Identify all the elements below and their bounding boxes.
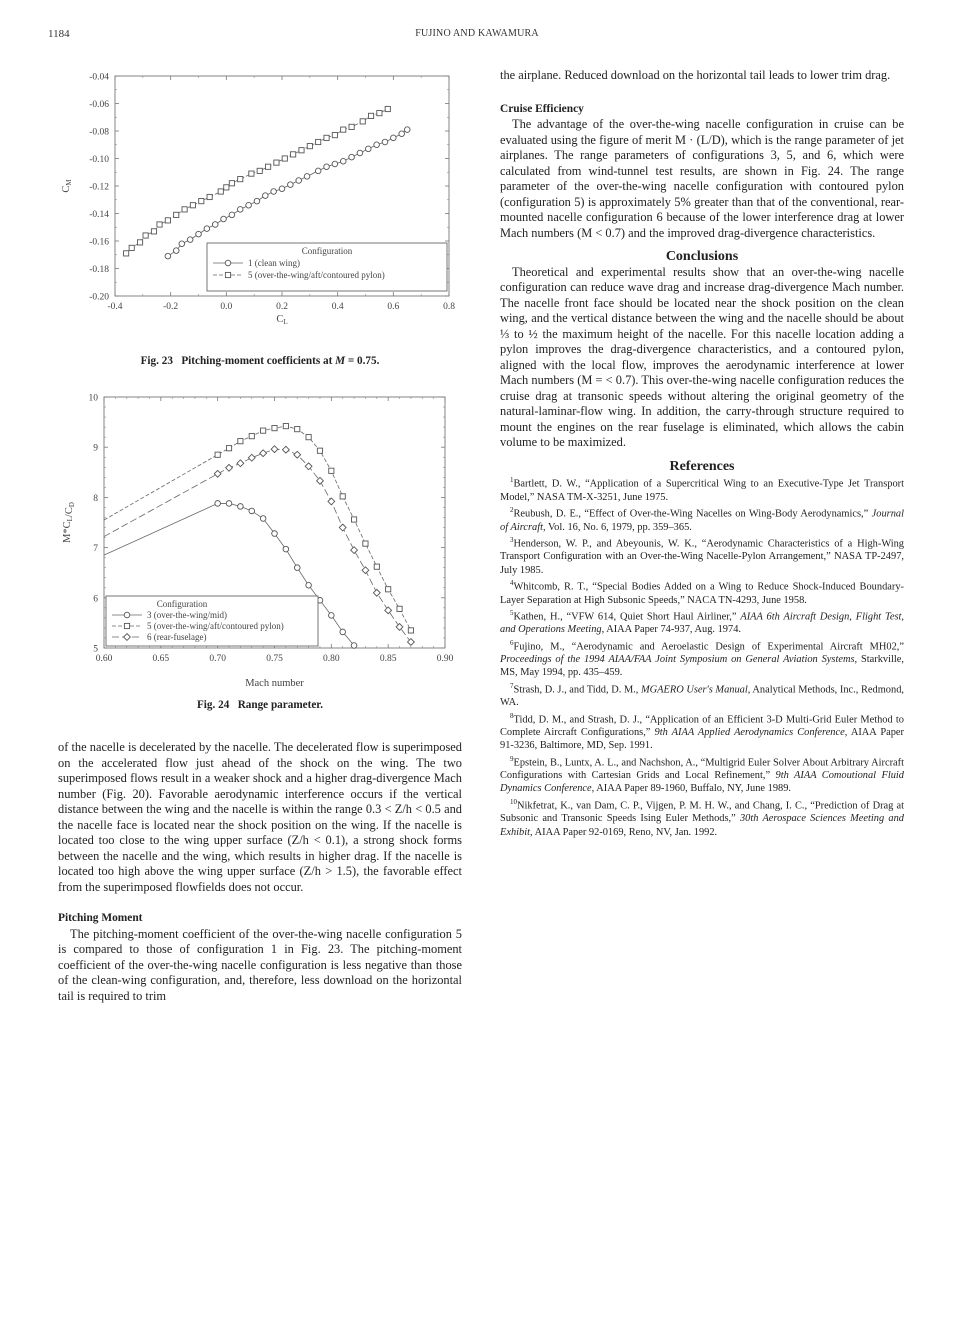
- y-tick-label: -0.18: [89, 265, 109, 275]
- body-paragraph: The advantage of the over-the-wing nacelle configuration in cruise can be evaluated using the figure of merit M · (L/D), which is the range parameter of jet airplanes. The range parameters of configurations 3, 5, and 6, which were calculated from wind-tunnel test results, are shown in Fig. 24. The range parameter of the over-the-wing nacelle configuration with contoured pylon (configuration 5) is approximately 5% greater than that of the conventional, rear-mounted nacelle configuration 6 because of the lower interference drag at lower Mach numbers (M < 0.7) and the improved drag-divergence characteristics.: [500, 117, 904, 240]
- x-tick-label: 0.75: [266, 654, 283, 664]
- diamond-marker-icon: [237, 460, 244, 467]
- references-list: [500, 474, 904, 839]
- figure-24-caption: [50, 699, 470, 711]
- figure-24-plot: [0, 0, 480, 720]
- square-marker-icon: [351, 517, 356, 522]
- x-tick-label: 0.70: [209, 654, 226, 664]
- circle-marker-icon: [238, 504, 244, 510]
- diamond-marker-icon: [305, 463, 312, 470]
- y-tick-label: 7: [93, 544, 98, 555]
- diamond-marker-icon: [226, 464, 233, 471]
- figure-23-caption-math: M: [335, 355, 346, 367]
- section-heading-references: References: [669, 458, 735, 474]
- square-marker-icon: [226, 446, 231, 451]
- y-tick-label: 5: [93, 644, 98, 655]
- figure-24-label: Fig. 24: [196, 699, 230, 711]
- reference-venue: Journal of Aircraft: [500, 508, 904, 533]
- x-tick-label: 0.85: [379, 654, 397, 664]
- x-tick-label: -0.4: [107, 302, 123, 312]
- left-column-text: [58, 740, 462, 1004]
- y-tick-label: -0.14: [89, 210, 109, 220]
- diamond-marker-icon: [339, 524, 346, 531]
- square-marker-icon: [363, 541, 368, 546]
- square-marker-icon: [124, 623, 129, 628]
- diamond-marker-icon: [248, 454, 255, 461]
- circle-marker-icon: [272, 531, 278, 537]
- circle-marker-icon: [124, 612, 130, 618]
- reference-number: 9: [510, 754, 514, 763]
- reference-venue: 9th AIAA Comoutional Fluid Dynamics Conference: [500, 770, 904, 795]
- y-tick-label: -0.16: [89, 237, 109, 248]
- reference-number: 5: [510, 608, 514, 617]
- body-paragraph: Theoretical and experimental results show that an over-the-wing nacelle configuration can reduce wave drag and increase drag-divergence Mach number. The nacelle front face should be located near the shock position on the clean wing, and the vertical distance between the wing and the nacelle should be about ⅓ to ½ the maximum height of the nacelle. For this nacelle location adding a pylon improves the drag-divergence characteristics, and a contoured pylon, aligned with the local flow, improves the aerodynamic interference at lower Mach numbers (M = < 0.7). This over-the-wing nacelle configuration reduces the cruise drag at transonic speeds without altering the original geometry of the natural-laminar-flow wing. In addition, the carry-through structure required to mount the engines on the rear fuselage is eliminated, which allows the cabin volume to be maximized.: [500, 264, 904, 449]
- diamond-marker-icon: [351, 547, 358, 554]
- legend-entry: 5 (over-the-wing/aft/contoured pylon): [248, 270, 385, 280]
- y-tick-label: -0.20: [89, 292, 109, 303]
- body-paragraph: the airplane. Reduced download on the horizontal tail leads to lower trim drag.: [500, 68, 891, 82]
- diamond-marker-icon: [271, 446, 278, 453]
- circle-marker-icon: [226, 501, 232, 507]
- square-marker-icon: [215, 452, 220, 457]
- legend-entry: 3 (over-the-wing/mid): [147, 610, 228, 620]
- square-marker-icon: [340, 494, 345, 499]
- running-title: FUJINO AND KAWAMURA: [415, 28, 539, 39]
- reference-number: 8: [510, 711, 514, 720]
- circle-marker-icon: [215, 501, 221, 507]
- reference-item: $^9$Epstein, B., Luntx, A. L., and Nachshon, A., “Multigrid Euler Solver About Arbitrary Aircraft Configurations with Cartesian Grids and Local Refinement,” 9th AIAA Comoutional Fluid Dynamics Conference, AIAA Paper 89-1960, Buffalo, NY, June 1989.: [500, 754, 904, 795]
- legend-entry: 6 (rear-fuselage): [147, 632, 207, 642]
- reference-item: $^4$Whitcomb, R. T., “Special Bodies Added on a Wing to Reduce Shock-Induced Boundary-Layer Separation at High Subsonic Speeds,” NACA TN-4293, June 1958.: [500, 578, 904, 606]
- x-tick-label: 0.2: [276, 302, 288, 312]
- y-tick-label: 6: [93, 594, 98, 605]
- circle-marker-icon: [306, 582, 312, 588]
- reference-venue: 9th AIAA Applied Aerodynamics Conference: [654, 727, 845, 739]
- x-tick-label: 0.65: [152, 654, 170, 664]
- diamond-marker-icon: [328, 498, 335, 505]
- square-marker-icon: [408, 628, 413, 633]
- diamond-marker-icon: [260, 450, 267, 457]
- section-heading-pitching-moment: Pitching Moment: [58, 912, 143, 924]
- diamond-marker-icon: [373, 589, 380, 596]
- reference-number: 10: [510, 797, 517, 806]
- reference-item: $^5$Kathen, H., “VFW 614, Quiet Short Haul Airliner,” AIAA 6th Aircraft Design, Flight Test, and Operations Meeting, AIAA Paper 74-937, Aug. 1974.: [500, 608, 904, 636]
- reference-venue: AIAA 6th Aircraft Design, Flight Test, and Operations Meeting: [500, 611, 904, 636]
- diamond-marker-icon: [408, 639, 415, 646]
- y-tick-label: 10: [88, 393, 98, 404]
- circle-marker-icon: [329, 613, 335, 619]
- square-marker-icon: [386, 587, 391, 592]
- legend-entry: 1 (clean wing): [248, 258, 300, 268]
- x-tick-label: 0.60: [95, 654, 113, 664]
- x-axis-label: CL: [276, 314, 288, 326]
- diamond-marker-icon: [396, 624, 403, 631]
- diamond-marker-icon: [317, 477, 324, 484]
- reference-item: $^7$Strash, D. J., and Tidd, D. M., MGAERO User's Manual, Analytical Methods, Inc., Redmond, WA.: [500, 681, 904, 709]
- legend-title: Configuration: [156, 599, 208, 609]
- y-tick-label: 8: [93, 493, 98, 504]
- square-marker-icon: [249, 434, 254, 439]
- reference-number: 6: [510, 638, 514, 647]
- diamond-marker-icon: [362, 567, 369, 574]
- figure-23-label: Fig. 23: [140, 355, 173, 367]
- reference-number: 7: [510, 681, 514, 690]
- circle-marker-icon: [249, 508, 255, 514]
- y-tick-label: -0.10: [89, 155, 109, 165]
- reference-venue: 30th Aerospace Sciences Meeting and Exhibit: [500, 813, 904, 838]
- y-axis-label: CM: [61, 179, 73, 193]
- page-number: 1184: [48, 28, 70, 40]
- reference-item: $^6$Fujino, M., “Aerodynamic and Aeroelastic Design of Experimental Aircraft MH02,” Proceedings of the 1994 AIAA/FAA Joint Symposium on General Aviation Systems, Starkville, MS, May 1994, pp. 435–459.: [500, 638, 904, 679]
- circle-marker-icon: [340, 629, 346, 635]
- diamond-marker-icon: [214, 470, 221, 477]
- reference-number: 2: [510, 505, 514, 514]
- x-tick-label: 0.8: [443, 302, 455, 312]
- reference-item: $^1$Bartlett, D. W., “Application of a Supercritical Wing to an Executive-Type Jet Transport Model,” NASA TM-X-3251, June 1975.: [500, 476, 904, 503]
- reference-venue: MGAERO User's Manual: [641, 684, 748, 696]
- figure-24-range-parameter-chart: [0, 0, 480, 720]
- reference-item: $^8$Tidd, D. M., and Strash, D. J., “Application of an Efficient 3-D Multi-Grid Euler Method to Complete Aircraft Configurations,” 9th AIAA Applied Aerodynamics Conference, AIAA Paper 91-3236, Baltimore, MD, Sep. 1991.: [500, 711, 904, 752]
- right-column-text: [500, 68, 904, 839]
- circle-marker-icon: [351, 643, 357, 649]
- section-heading-cruise-efficiency: Cruise Efficiency: [500, 102, 584, 115]
- square-marker-icon: [295, 427, 300, 432]
- y-tick-label: -0.12: [89, 182, 109, 193]
- figure-23-caption-text: Pitching-moment coefficients at: [181, 355, 336, 367]
- circle-marker-icon: [283, 546, 289, 552]
- square-marker-icon: [306, 435, 311, 440]
- x-tick-label: 0.80: [323, 654, 340, 664]
- square-marker-icon: [261, 428, 266, 433]
- circle-marker-icon: [260, 516, 266, 522]
- reference-venue: Proceedings of the 1994 AIAA/FAA Joint Symposium on General Aviation Systems: [500, 654, 855, 666]
- square-marker-icon: [272, 426, 277, 431]
- x-tick-label: -0.2: [163, 302, 179, 312]
- diamond-marker-icon: [282, 446, 289, 453]
- y-axis-label: M*CL/CD: [62, 502, 76, 543]
- legend-title: Configuration: [301, 246, 353, 256]
- figure-23-caption-tail: = 0.75.: [345, 355, 380, 367]
- reference-number: 3: [510, 535, 514, 544]
- square-marker-icon: [317, 448, 322, 453]
- reference-number: 1: [510, 476, 514, 484]
- reference-number: 4: [510, 578, 514, 587]
- diamond-marker-icon: [385, 607, 392, 614]
- y-tick-label: -0.08: [89, 127, 109, 138]
- reference-item: $^3$Henderson, W. P., and Abeyounis, W. K., “Aerodynamic Characteristics of a High-Wing Transport Configuration with an Over-the-Wing Nacelle-Pylon Arrangement,” NASA TP-2497, July 1985.: [500, 535, 904, 576]
- square-marker-icon: [374, 564, 379, 569]
- x-tick-label: 0.90: [436, 654, 454, 664]
- body-paragraph: of the nacelle is decelerated by the nacelle. The decelerated flow is superimposed on the accelerated flow just ahead of the shock on the wing. The two superimposed flows result in a weaker shock and a higher drag-divergence Mach number (Fig. 20). Favorable aerodynamic interference occurs if the vertical distance between the wing and the nacelle is within the range 0.3 < Z/h < 0.5 and the nacelle face is located near the shock position on the wing. If the nacelle is located too close to the wing upper surface (Z/h < 0.1), a strong shock forms between the nacelle and the wing, which results in higher drag. If the nacelle is located too high above the wing upper surface (Z/h > 1.5), the favorable effect from the superimposed flowfields does not occur.: [58, 740, 462, 894]
- diamond-marker-icon: [294, 451, 301, 458]
- x-tick-label: 0.0: [220, 302, 233, 312]
- y-tick-label: 9: [93, 443, 98, 454]
- figure-24-caption-text: Range parameter.: [237, 699, 324, 711]
- y-tick-label: -0.06: [89, 100, 109, 110]
- body-paragraph: The pitching-moment coefficient of the over-the-wing nacelle configuration 5 is compared to those of configuration 1 in Fig. 23. The pitching-moment coefficient of the over-the-wing nacelle configuration is less negative than those of the clean-wing configuration, and, therefore, less download on the horizontal tail is required to trim: [58, 926, 462, 1003]
- x-axis-label: Mach number: [245, 678, 304, 689]
- legend-entry: 5 (over-the-wing/aft/contoured pylon): [147, 621, 284, 631]
- section-heading-conclusions: Conclusions: [665, 249, 739, 264]
- y-tick-label: -0.04: [89, 72, 109, 83]
- reference-item: $^{10}$Nikfetrat, K., van Dam, C. P., Vijgen, P. M. H. W., and Chang, I. C., “Prediction of Drag at Subsonic and Transonic Speeds Ising Euler Methods,” 30th Aerospace Sciences Meeting and Exhibit, AIAA Paper 92-0169, Reno, NV, Jan. 1992.: [500, 797, 904, 838]
- square-marker-icon: [283, 424, 288, 429]
- square-marker-icon: [238, 439, 243, 444]
- circle-marker-icon: [294, 565, 300, 571]
- x-tick-label: 0.4: [331, 302, 344, 312]
- square-marker-icon: [329, 468, 334, 473]
- x-tick-label: 0.6: [387, 302, 400, 312]
- square-marker-icon: [397, 606, 402, 611]
- reference-item: $^2$Reubush, D. E., “Effect of Over-the-Wing Nacelles on Wing-Body Aerodynamics,” Journal of Aircraft, Vol. 16, No. 6, 1979, pp. 359–365.: [500, 505, 904, 533]
- chart-legend: [106, 596, 318, 646]
